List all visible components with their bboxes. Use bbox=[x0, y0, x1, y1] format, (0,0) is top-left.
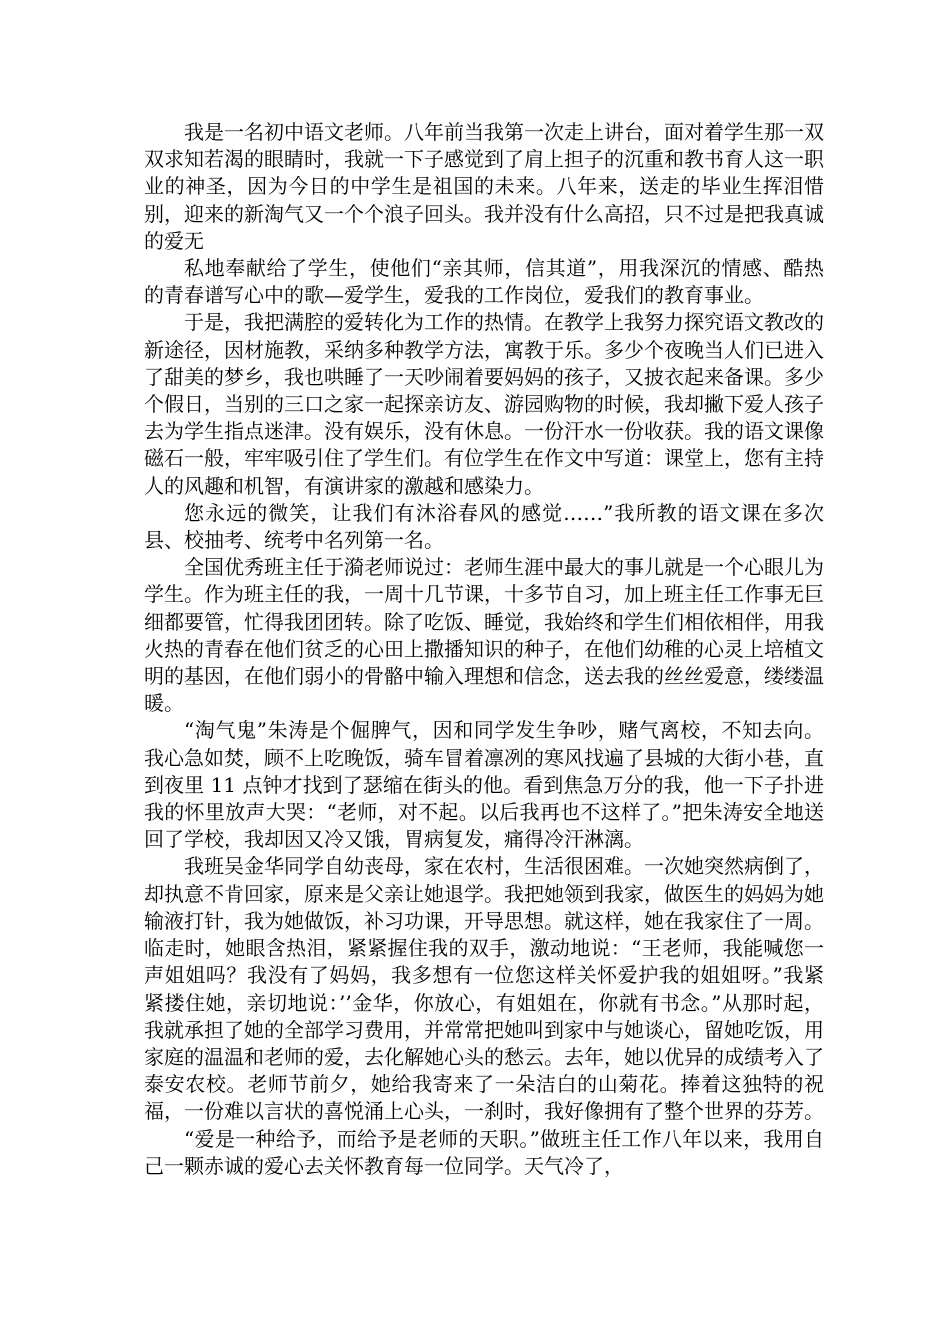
paragraph-8: “爱是一种给予，而给予是老师的天职。”做班主任工作八年以来，我用自己一颗赤诚的爱心去关怀教育每一位同学。天气冷了， bbox=[144, 1126, 824, 1178]
paragraph-5: 全国优秀班主任于漪老师说过：老师生涯中最大的事儿就是一个心眼儿为学生。作为班主任的我，一周十几节课，十多节自习，加上班主任工作事无巨细都要管，忙得我团团转。除了吃饭、睡觉，我始终和学生们相依相伴，用我火热的青春在他们贫乏的心田上撒播知识的种子，在他们幼稚的心灵上培植文明的基因，在他们弱小的骨骼中输入理想和信念，送去我的丝丝爱意，缕缕温暖。 bbox=[144, 555, 824, 716]
paragraph-6: “淘气鬼”朱涛是个倔脾气，因和同学发生争吵，赌气离校，不知去向。我心急如焚，顾不上吃晚饭，骑车冒着凛冽的寒风找遍了县城的大街小巷，直到夜里 11 点钟才找到了瑟缩在街头的他。看到焦急万分的我，他一下子扑进我的怀里放声大哭：“老师，对不起。以后我再也不这样了。”把朱涛安全地送回了学校，我却因又冷又饿，胃病复发，痛得冷汗淋漓。 bbox=[144, 718, 824, 852]
document-body bbox=[144, 119, 824, 1180]
paragraph-7: 我班吴金华同学自幼丧母，家在农村，生活很困难。一次她突然病倒了，却执意不肯回家，原来是父亲让她退学。我把她领到我家，做医生的妈妈为她输液打针，我为她做饭，补习功课，开导思想。就这样，她在我家住了一周。临走时，她眼含热泪，紧紧握住我的双手，激动地说：“王老师，我能喊您一声姐姐吗？我没有了妈妈，我多想有一位您这样关怀爱护我的姐姐呀。”我紧紧搂住她，亲切地说：’’金华，你放心，有姐姐在，你就有书念。”从那时起，我就承担了她的全部学习费用，并常常把她叫到家中与她谈心，留她吃饭，用家庭的温温和老师的爱，去化解她心头的愁云。去年，她以优异的成绩考入了泰安农校。老师节前夕，她给我寄来了一朵洁白的山菊花。捧着这独特的祝福，一份难以言状的喜悦涌上心头，一刹时，我好像拥有了整个世界的芬芳。 bbox=[144, 854, 824, 1124]
paragraph-1: 我是一名初中语文老师。八年前当我第一次走上讲台，面对着学生那一双双求知若渴的眼睛时，我就一下子感觉到了肩上担子的沉重和教书育人这一职业的神圣，因为今日的中学生是祖国的未来。八年来，送走的毕业生挥泪惜别，迎来的新淘气又一个个浪子回头。我并没有什么高招，只不过是把我真诚的爱无 bbox=[144, 120, 824, 253]
paragraph-2: 私地奉献给了学生，使他们“亲其师，信其道”，用我深沉的情感、酷热的青春谱写心中的歌—爱学生，爱我的工作岗位，爱我们的教育事业。 bbox=[144, 256, 824, 308]
paragraph-4: 您永远的微笑，让我们有沐浴春风的感觉……”我所教的语文课在多次县、校抽考、统考中名列第一名。 bbox=[144, 500, 824, 553]
paragraph-3: 于是，我把满腔的爱转化为工作的热情。在教学上我努力探究语文教改的新途径，因材施教，采纳多种教学方法，寓教于乐。多少个夜晚当人们已进入了甜美的梦乡，我也哄睡了一天吵闹着要妈妈的孩子，又披衣起来备课。多少个假日，当别的三口之家一起探亲访友、游园购物的时候，我却撇下爱人孩子去为学生指点迷津。没有娱乐，没有休息。一份汗水一份收获。我的语文课像磁石一般，牢牢吸引住了学生们。有位学生在作文中写道：课堂上，您有主持人的风趣和机智，有演讲家的激越和感染力。 bbox=[144, 310, 824, 498]
